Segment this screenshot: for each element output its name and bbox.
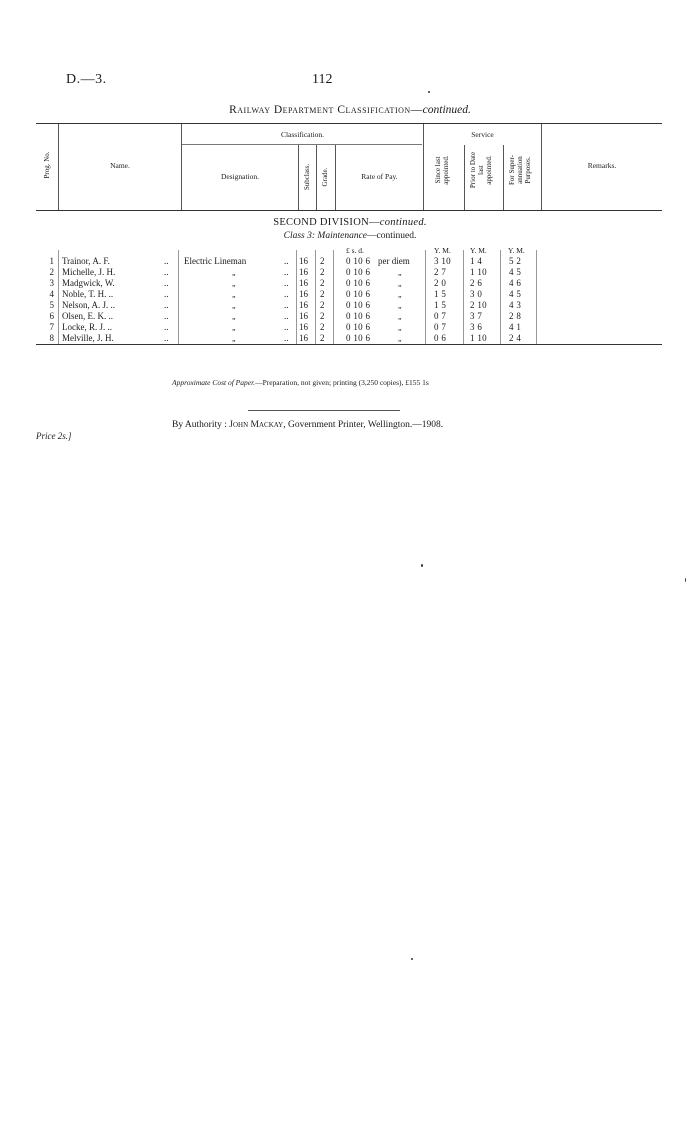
row-name: Madgwick, W. <box>62 278 115 288</box>
page-number: 112 <box>312 72 333 87</box>
row-leader: .. <box>164 322 169 332</box>
scan-speck <box>411 958 413 960</box>
row-super: 4 3 <box>509 300 522 310</box>
row-pay: 0 10 6 <box>346 267 371 277</box>
row-name: Michelle, J. H. <box>62 267 116 277</box>
row-since: 2 7 <box>434 267 447 277</box>
unit-prior: Y. M. <box>470 246 487 255</box>
row-subclass: 16 <box>299 267 308 277</box>
row-prior: 3 7 <box>470 311 483 321</box>
row-pay: 0 10 6 <box>346 256 371 266</box>
row-grade: 2 <box>320 289 325 299</box>
row-prior: 2 10 <box>470 300 487 310</box>
row-leader: .. <box>164 289 169 299</box>
row-subclass: 16 <box>299 322 308 332</box>
class-prefix: Class 3: <box>283 231 316 241</box>
row-subclass: 16 <box>299 311 308 321</box>
class-suffix: —continued. <box>367 231 417 241</box>
row-leader: .. <box>164 278 169 288</box>
col-since-last: Since last appointed. <box>434 155 450 185</box>
row-subclass: 16 <box>299 300 308 310</box>
row-leader: .. <box>164 256 169 266</box>
row-prior: 2 6 <box>470 278 483 288</box>
row-per: „ <box>398 334 403 343</box>
table-row <box>0 278 700 289</box>
row-since: 3 10 <box>434 256 451 266</box>
row-designation: „ <box>232 279 237 288</box>
classification-rule <box>182 144 422 145</box>
row-designation: „ <box>232 290 237 299</box>
row-since: 0 7 <box>434 311 447 321</box>
row-super: 4 6 <box>509 278 522 288</box>
cost-text: —Preparation, not given; printing (3,250 copies), £155 1s <box>255 378 429 387</box>
row-leader: .. <box>284 333 289 343</box>
row-super: 4 5 <box>509 289 522 299</box>
table-row <box>0 289 700 300</box>
table-row <box>0 333 700 344</box>
row-designation: „ <box>232 334 237 343</box>
header-bottom-rule <box>36 210 662 211</box>
row-name: Locke, R. J. .. <box>62 322 112 332</box>
row-since: 0 6 <box>434 333 447 343</box>
row-leader: .. <box>284 278 289 288</box>
row-grade: 2 <box>320 267 325 277</box>
footer-rule <box>248 410 400 411</box>
divider-subclass <box>316 145 317 210</box>
table-row <box>0 322 700 333</box>
row-pay: 0 10 6 <box>346 322 371 332</box>
row-prior: 1 4 <box>470 256 483 266</box>
scan-speck <box>421 564 423 567</box>
division-name: SECOND DIVISION— <box>273 217 380 228</box>
row-prior: 1 10 <box>470 267 487 277</box>
row-subclass: 16 <box>299 333 308 343</box>
row-designation: „ <box>232 268 237 277</box>
division-heading <box>0 217 700 228</box>
row-name: Trainor, A. F. <box>62 256 110 266</box>
title-suffix: continued. <box>422 104 471 116</box>
row-per: „ <box>398 323 403 332</box>
row-leader: .. <box>284 311 289 321</box>
col-superannuation: For Super- annuation Purposes. <box>508 155 532 185</box>
cost-of-paper-note <box>172 378 429 387</box>
row-grade: 2 <box>320 256 325 266</box>
row-leader: .. <box>284 322 289 332</box>
unit-super: Y. M. <box>508 246 525 255</box>
row-name: Melville, J. H. <box>62 333 114 343</box>
col-classification: Classification. <box>280 130 325 139</box>
row-grade: 2 <box>320 311 325 321</box>
class-name: Maintenance <box>317 231 368 241</box>
row-no: 6 <box>49 311 54 321</box>
row-no: 5 <box>49 300 54 310</box>
row-grade: 2 <box>320 333 325 343</box>
divider-prog <box>58 124 59 210</box>
row-pay: 0 10 6 <box>346 278 371 288</box>
col-remarks: Remarks. <box>587 161 617 170</box>
row-name: Noble, T. H. .. <box>62 289 114 299</box>
col-subclass: Subclass. <box>303 163 311 191</box>
row-pay: 0 10 6 <box>346 333 371 343</box>
row-subclass: 16 <box>299 289 308 299</box>
row-pay: 0 10 6 <box>346 289 371 299</box>
row-prior: 1 10 <box>470 333 487 343</box>
row-subclass: 16 <box>299 256 308 266</box>
scan-speck <box>685 578 686 582</box>
col-prior-to-date: Prior to Date last appointed. <box>469 151 493 189</box>
divider-desig <box>298 145 299 210</box>
col-prog-no: Prog. No. <box>43 151 51 179</box>
printer-name: John Mackay, <box>229 420 286 430</box>
row-per: „ <box>398 290 403 299</box>
table-row <box>0 311 700 322</box>
row-leader: .. <box>284 300 289 310</box>
row-designation: „ <box>232 312 237 321</box>
authority-prefix: By Authority : <box>172 420 227 430</box>
row-super: 5 2 <box>509 256 522 266</box>
unit-pay: £ s. d. <box>346 246 364 255</box>
row-per: per diem <box>378 256 410 266</box>
row-per: „ <box>398 279 403 288</box>
row-leader: .. <box>164 267 169 277</box>
row-designation: „ <box>232 301 237 310</box>
col-service: Service <box>471 130 494 139</box>
row-grade: 2 <box>320 300 325 310</box>
table-row <box>0 256 700 267</box>
row-pay: 0 10 6 <box>346 311 371 321</box>
col-rate-of-pay: Rate of Pay. <box>361 172 398 181</box>
row-name: Olsen, E. K. .. <box>62 311 113 321</box>
row-per: „ <box>398 312 403 321</box>
cost-label: Approximate Cost of Paper. <box>172 378 256 387</box>
row-grade: 2 <box>320 278 325 288</box>
authority-line <box>172 420 443 430</box>
row-name: Nelson, A. J. .. <box>62 300 116 310</box>
price-label: Price 2s.] <box>36 431 72 441</box>
row-no: 8 <box>49 333 54 343</box>
row-prior: 3 0 <box>470 289 483 299</box>
row-super: 2 4 <box>509 333 522 343</box>
table-top-rule <box>36 123 662 124</box>
class-heading <box>0 231 700 241</box>
row-leader: .. <box>284 289 289 299</box>
row-since: 0 7 <box>434 322 447 332</box>
row-no: 2 <box>49 267 54 277</box>
document-code: D.—3. <box>66 72 107 87</box>
divider-since <box>464 145 465 210</box>
row-designation: Electric Lineman <box>184 256 247 266</box>
unit-since: Y. M. <box>434 246 451 255</box>
row-leader: .. <box>164 333 169 343</box>
row-leader: .. <box>164 311 169 321</box>
row-designation: „ <box>232 323 237 332</box>
row-no: 3 <box>49 278 54 288</box>
row-since: 1 5 <box>434 300 447 310</box>
row-grade: 2 <box>320 322 325 332</box>
scan-speck <box>428 91 430 93</box>
row-leader: .. <box>164 300 169 310</box>
divider-prior <box>503 145 504 210</box>
row-per: „ <box>398 301 403 310</box>
row-per: „ <box>398 268 403 277</box>
col-grade: Grade. <box>321 167 329 187</box>
table-bottom-rule <box>36 344 662 345</box>
table-row <box>0 300 700 311</box>
table-row <box>0 267 700 278</box>
authority-suffix: Government Printer, Wellington.—1908. <box>287 420 444 430</box>
col-name: Name. <box>110 161 130 170</box>
row-no: 1 <box>49 256 54 266</box>
row-super: 4 1 <box>509 322 522 332</box>
division-suffix: continued. <box>379 217 427 228</box>
row-since: 1 5 <box>434 289 447 299</box>
title-main: Railway Department Classification— <box>229 104 423 116</box>
row-since: 2 0 <box>434 278 447 288</box>
row-no: 4 <box>49 289 54 299</box>
row-leader: .. <box>284 256 289 266</box>
row-prior: 3 6 <box>470 322 483 332</box>
row-subclass: 16 <box>299 278 308 288</box>
row-leader: .. <box>284 267 289 277</box>
row-super: 4 5 <box>509 267 522 277</box>
row-super: 2 8 <box>509 311 522 321</box>
row-no: 7 <box>49 322 54 332</box>
page-title <box>0 104 700 116</box>
col-designation: Designation. <box>220 172 260 181</box>
row-pay: 0 10 6 <box>346 300 371 310</box>
